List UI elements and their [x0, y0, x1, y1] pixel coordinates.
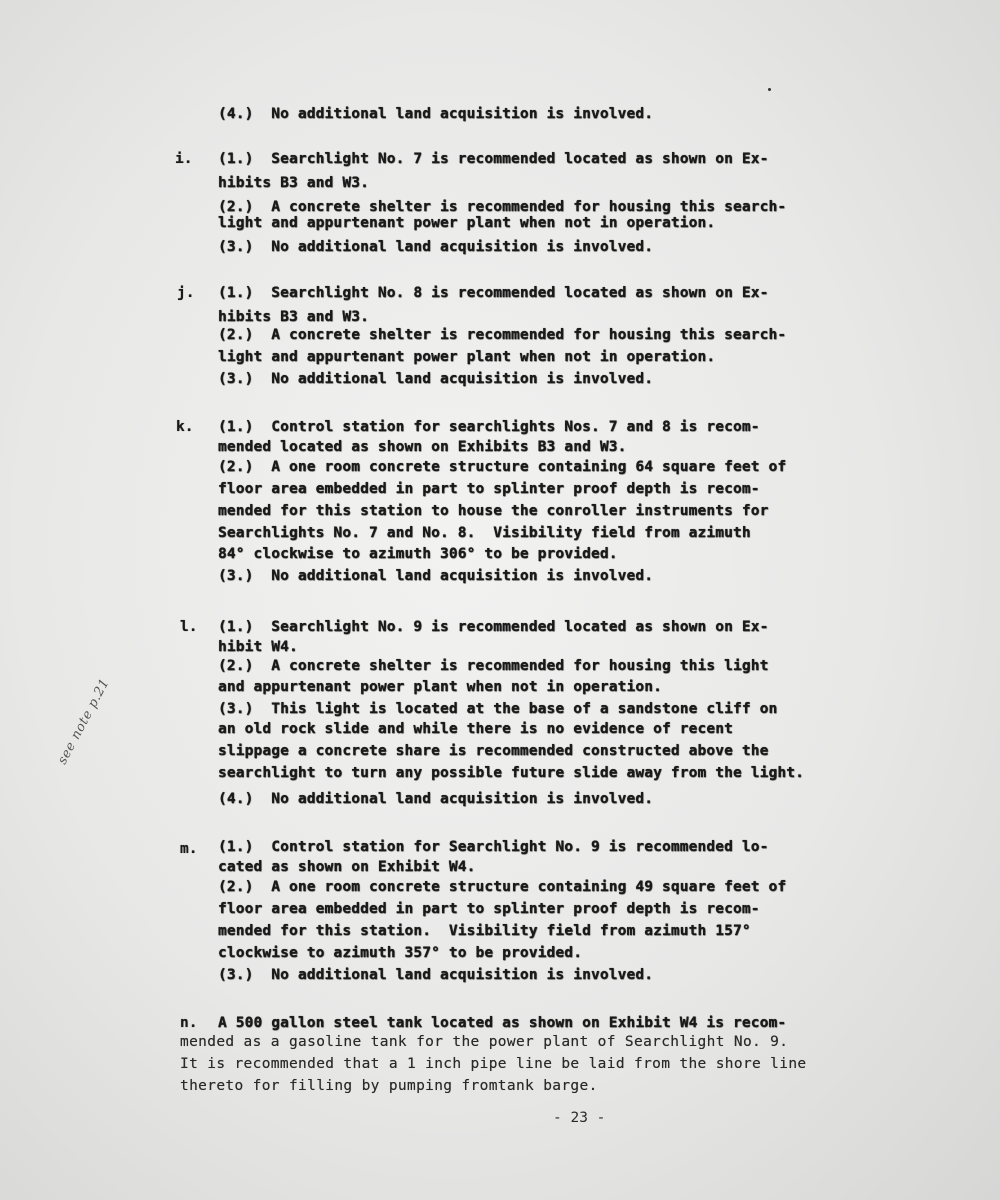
text-line: thereto for filling by pumping fromtank barge.	[180, 1078, 598, 1094]
item-marker-n: n.	[180, 1015, 198, 1031]
item-marker-i: i.	[175, 151, 193, 167]
text-line: (4.) No additional land acquisition is involved.	[218, 791, 654, 807]
text-line: (2.) A concrete shelter is recommended for housing this search-	[218, 327, 787, 343]
text-line: (1.) Searchlight No. 9 is recommended located as shown on Ex-	[218, 619, 769, 635]
item-marker-j: j.	[177, 285, 195, 301]
text-line: floor area embedded in part to splinter proof depth is recom-	[218, 481, 760, 497]
text-line: (2.) A concrete shelter is recommended for housing this light	[218, 658, 769, 674]
text-line: (2.) A one room concrete structure containing 49 square feet of	[218, 879, 787, 895]
text-line: searchlight to turn any possible future slide away from the light.	[218, 765, 805, 781]
text-line: mended for this station to house the conroller instruments for	[218, 503, 769, 519]
text-line: (3.) No additional land acquisition is involved.	[218, 967, 654, 983]
text-line: light and appurtenant power plant when not in operation.	[218, 215, 716, 231]
text-line: (3.) This light is located at the base of a sandstone cliff on	[218, 701, 778, 717]
text-line: floor area embedded in part to splinter proof depth is recom-	[218, 901, 760, 917]
text-line: It is recommended that a 1 inch pipe line be laid from the shore line	[180, 1056, 807, 1072]
handwritten-margin-note: see note p.21	[55, 676, 113, 768]
text-line: (3.) No additional land acquisition is involved.	[218, 239, 654, 255]
text-line: Searchlights No. 7 and No. 8. Visibility field from azimuth	[218, 525, 751, 541]
text-line: mended as a gasoline tank for the power plant of Searchlight No. 9.	[180, 1034, 789, 1050]
ink-speck	[768, 88, 771, 91]
text-line: mended located as shown on Exhibits B3 and W3.	[218, 439, 627, 455]
page-number: - 23 -	[553, 1110, 606, 1126]
text-line: (4.) No additional land acquisition is involved.	[218, 106, 654, 122]
text-line: (3.) No additional land acquisition is involved.	[218, 371, 654, 387]
text-line: (2.) A concrete shelter is recommended for housing this search-	[218, 199, 787, 215]
text-line: hibits B3 and W3.	[218, 309, 369, 325]
text-line: (1.) Searchlight No. 8 is recommended located as shown on Ex-	[218, 285, 769, 301]
text-line: 84° clockwise to azimuth 306° to be provided.	[218, 546, 618, 562]
text-line: an old rock slide and while there is no evidence of recent	[218, 721, 734, 737]
text-line: clockwise to azimuth 357° to be provided.	[218, 945, 583, 961]
text-line: mended for this station. Visibility field from azimuth 157°	[218, 923, 751, 939]
text-line: (3.) No additional land acquisition is involved.	[218, 568, 654, 584]
text-line: hibits B3 and W3.	[218, 175, 369, 191]
text-line: slippage a concrete share is recommended constructed above the	[218, 743, 769, 759]
text-line: cated as shown on Exhibit W4.	[218, 859, 476, 875]
text-line: (1.) Searchlight No. 7 is recommended located as shown on Ex-	[218, 151, 769, 167]
text-line: and appurtenant power plant when not in operation.	[218, 679, 662, 695]
text-line: A 500 gallon steel tank located as shown on Exhibit W4 is recom-	[218, 1015, 787, 1031]
text-line: (1.) Control station for searchlights Nos. 7 and 8 is recom-	[218, 419, 760, 435]
text-line: (2.) A one room concrete structure containing 64 square feet of	[218, 459, 787, 475]
item-marker-m: m.	[180, 841, 198, 857]
item-marker-k: k.	[176, 419, 194, 435]
text-line: hibit W4.	[218, 639, 298, 655]
text-line: (1.) Control station for Searchlight No. 9 is recommended lo-	[218, 839, 769, 855]
item-marker-l: l.	[180, 619, 198, 635]
text-line: light and appurtenant power plant when not in operation.	[218, 349, 716, 365]
